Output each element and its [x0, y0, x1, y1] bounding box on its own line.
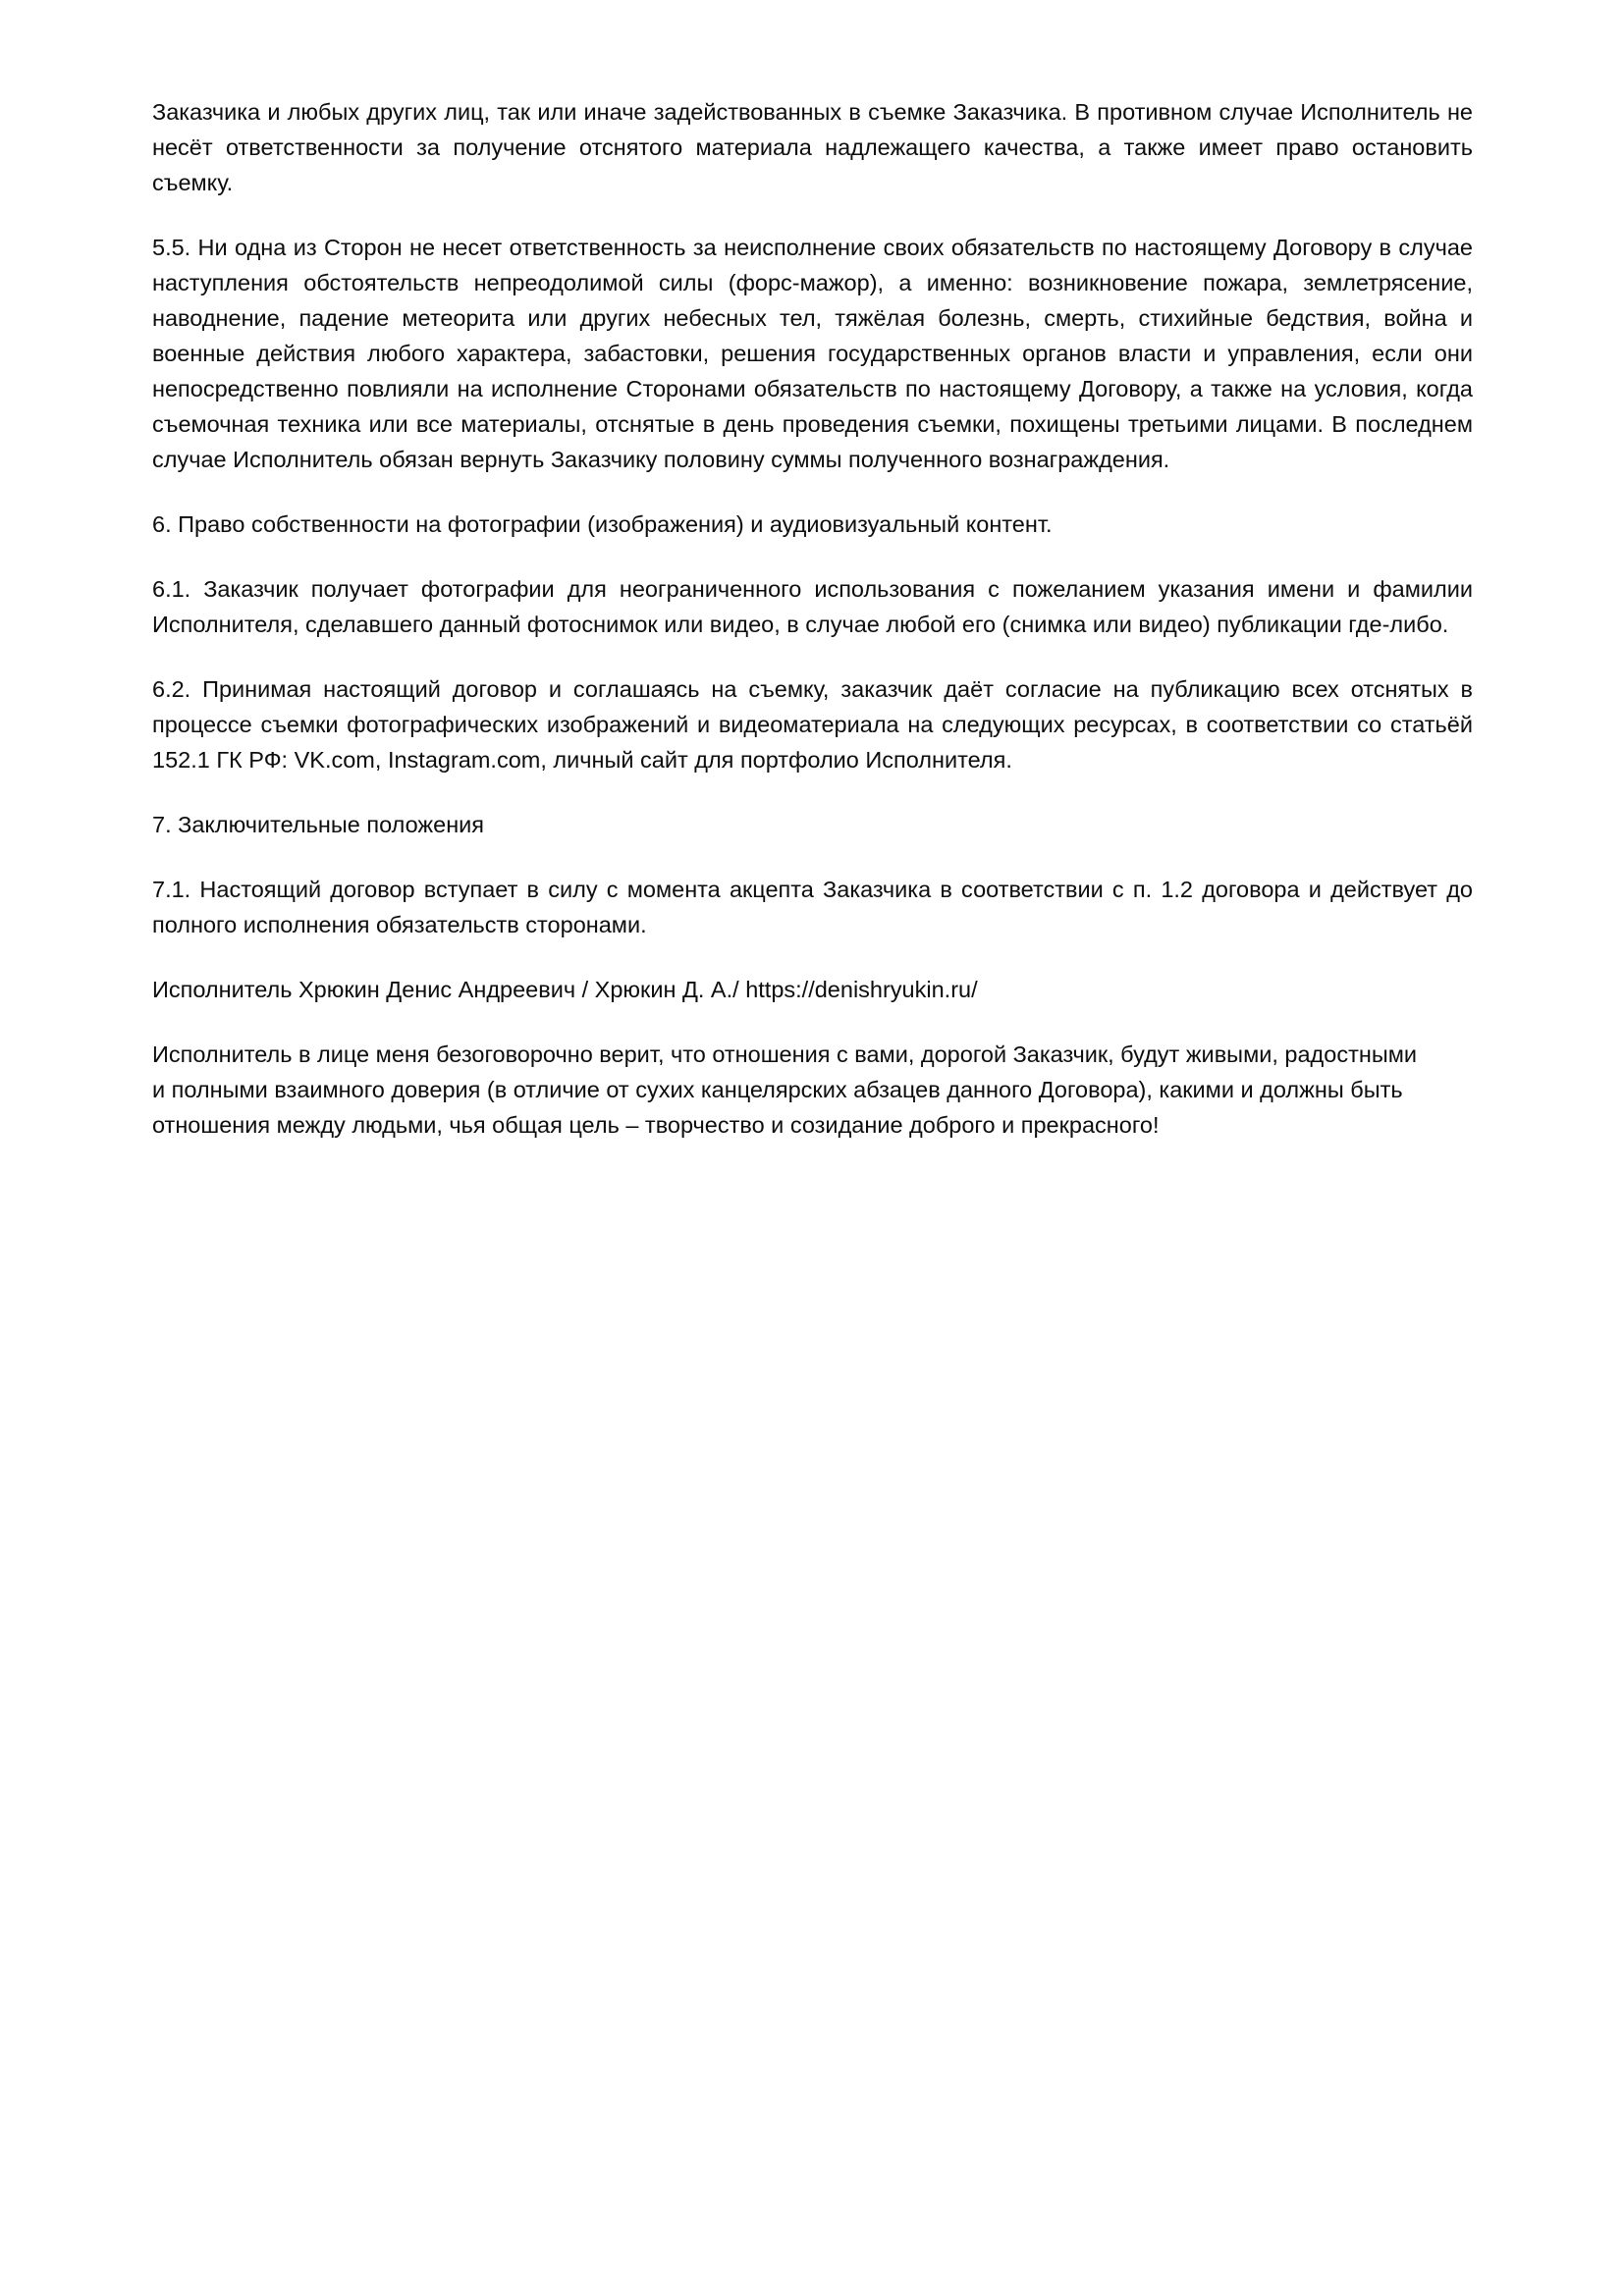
paragraph-clause-5-5: 5.5. Ни одна из Сторон не несет ответственность за неисполнение своих обязательств по настоящему Договору в случае наступления обстоятельств непреодолимой силы (форс-мажор), а именно: возникновение пожара, землетрясение, наводнение, падение метеорита или других небесных тел, тяжёлая болезнь, смерть, стихийные бедствия, война и военные действия любого характера, забастовки, решения государственных органов власти и управления, если они непосредственно повлияли на исполнение Сторонами обязательств по настоящему Договору, а также на условия, когда съемочная техника или все материалы, отснятые в день проведения съемки, похищены третьими лицами. В последнем случае Исполнитель обязан вернуть Заказчику половину суммы полученного вознаграждения. [152, 235, 1473, 472]
document-body [152, 94, 1473, 1143]
heading-section-7: 7. Заключительные положения [152, 812, 485, 837]
heading-section-6: 6. Право собственности на фотографии (изображения) и аудиовизуальный контент. [152, 511, 1053, 537]
paragraph-clause-7-1: 7.1. Настоящий договор вступает в силу с момента акцепта Заказчика в соответствии с п. 1.2 договора и действует до полного исполнения обязательств сторонами. [152, 877, 1473, 937]
paragraph-clause-6-1: 6.1. Заказчик получает фотографии для неограниченного использования с пожеланием указания имени и фамилии Исполнителя, сделавшего данный фотоснимок или видео, в случае любой его (снимка или видео) публикации где-либо. [152, 576, 1473, 637]
paragraph-continued-clause-5-4: Заказчика и любых других лиц, так или иначе задействованных в съемке Заказчика. В противном случае Исполнитель не несёт ответственности за получение отснятого материала надлежащего качества, а также имеет право остановить съемку. [152, 99, 1473, 195]
closing-note: Исполнитель в лице меня безоговорочно верит, что отношения с вами, дорогой Заказчик, будут живыми, радостными и полными взаимного доверия (в отличие от сухих канцелярских абзацев данного Договора), какими и должны быть отношения между людьми, чья общая цель – творчество и созидание доброго и прекрасного! [152, 1041, 1417, 1138]
paragraph-clause-6-2: 6.2. Принимая настоящий договор и соглашаясь на съемку, заказчик даёт согласие на публикацию всех отснятых в процессе съемки фотографических изображений и видеоматериала на следующих ресурсах, в соответствии со статьёй 152.1 ГК РФ: VK.com, Instagram.com, личный сайт для портфолио Исполнителя. [152, 676, 1473, 773]
signature-line: Исполнитель Хрюкин Денис Андреевич / Хрюкин Д. А./ https://denishryukin.ru/ [152, 977, 978, 1002]
